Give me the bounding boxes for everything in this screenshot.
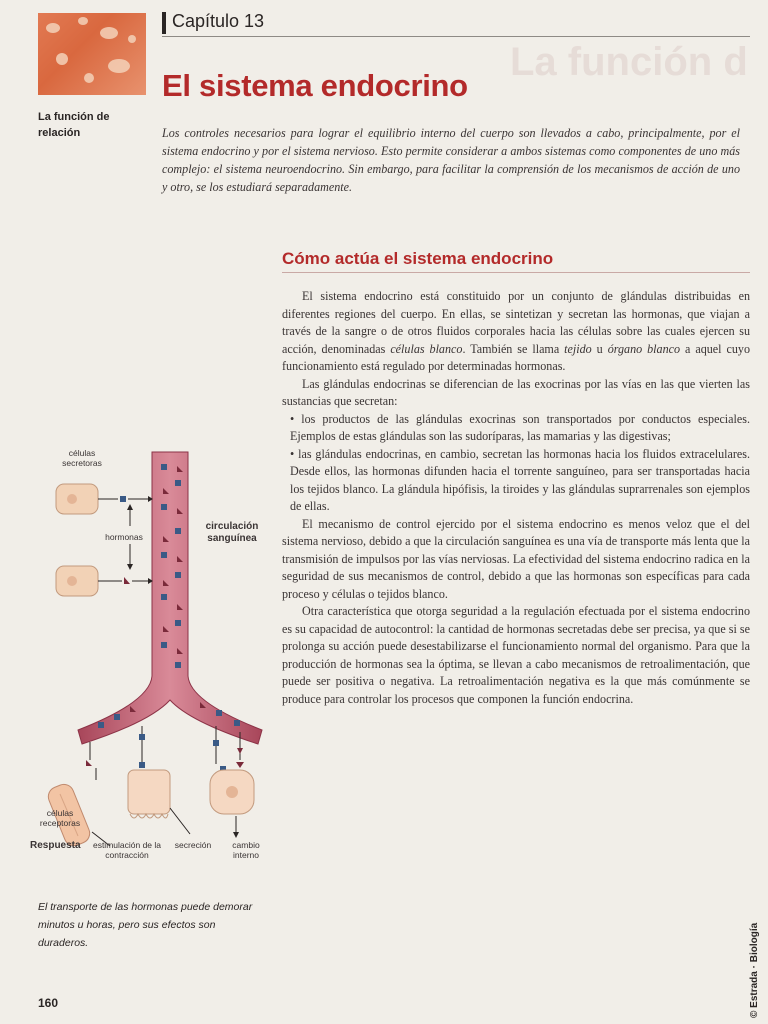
- label-hormones: hormonas: [105, 532, 143, 542]
- label-receptor-cells: células receptoras: [39, 808, 81, 828]
- label-blood-circulation: circulación sanguínea: [205, 521, 259, 544]
- label-response: Respuesta: [30, 840, 81, 851]
- publisher-spine: [740, 840, 768, 1024]
- secretory-cell-1: [56, 484, 98, 514]
- section-divider: [282, 272, 750, 273]
- header-divider: [162, 36, 750, 37]
- figure-caption: El transporte de las hormonas puede demorar minutos u horas, pero sus efectos son duraderos.: [38, 901, 253, 949]
- paragraph-3: El mecanismo de control ejercido por el sistema endocrino es menos veloz que el del sistema nervioso, debido a que la circulación sanguínea es una vía de transporte más lenta que la transmisión de impulsos por las vías nerviosas. La efectividad del sistema endocrino radica en la seguridad de sus mecanismos de control, debido a que las hormonas son específicas para cada proceso y células o tejidos blanco.: [282, 516, 750, 601]
- chapter-marker: [162, 12, 166, 34]
- label-secretion: secreción: [174, 840, 212, 850]
- paragraph-2: Las glándulas endocrinas se diferencian de las exocrinas por las vías en las que vierten las sustancias que secretan:: [282, 376, 750, 408]
- ghost-background-title: La función d: [510, 40, 748, 84]
- side-section-label: La función de relación: [38, 111, 110, 139]
- round-receptor-cell: [210, 770, 254, 814]
- bullet-endocrine: • las glándulas endocrinas, en cambio, secretan las hormonas hacia los fluidos extracelulares. Desde ellos, las hormonas difunden hacia el torrente sanguíneo, para ser transportadas hacia los tejidos blanco. La glándula hipófisis, la tiroides y las glándulas suprarrenales son ejemplos de ellas.: [290, 446, 750, 513]
- label-stimulation: estimulación de la contracción: [92, 840, 162, 860]
- section-body: [282, 288, 750, 708]
- glandular-receptor-cell: [128, 770, 170, 818]
- page-title: El sistema endocrino: [162, 68, 468, 103]
- hormone-transport-diagram: [30, 444, 270, 884]
- paragraph-1: El sistema endocrino está constituido por un conjunto de glándulas distribuidas en diferentes regiones del cuerpo. En ellas, se sintetizan y secretan las hormonas, que viajan a través de la sangre o de otros fluidos corporales hacia las células sobre las cuales ejercen su acción, denominadas células blanco. También se llama tejido u órgano blanco a aquel cuyo funcionamiento está regulado por determinadas hormonas.: [282, 289, 751, 373]
- chapter-thumbnail-image: [38, 13, 146, 95]
- section-title: Cómo actúa el sistema endocrino: [282, 249, 554, 268]
- label-internal-change: cambio interno: [232, 840, 260, 860]
- paragraph-4: Otra característica que otorga seguridad a la regulación efectuada por el sistema endocrino es su capacidad de autocontrol: la cantidad de hormonas secretadas debe ser precisa, ya que si se prolonga su acción puede desestabilizarse el funcionamiento normal del organismo. Para que la producción de hormonas sea la óptima, se llevan a cabo mecanismos de retroalimentación, que puede ser positiva o negativa. La retroalimentación negativa es la que más comúnmente se produce para controlar los procesos que componen la función endocrina.: [282, 604, 750, 706]
- label-secretory-cells: células secretoras: [62, 448, 102, 468]
- intro-paragraph: Los controles necesarios para lograr el equilibrio interno del cuerpo son llevados a cabo, principalmente, por el sistema endocrino y por el sistema nervioso. Esto permite considerar a ambos sistemas como componentes de uno más complejo: el sistema neuroendocrino. Sin embargo, para facilitar la comprensión de los mecanismos de acción de uno y otro, se los estudiará separadamente.: [162, 126, 740, 194]
- secretory-cell-2: [56, 566, 98, 596]
- page-number: 160: [38, 996, 59, 1010]
- chapter-label: Capítulo 13: [172, 11, 265, 31]
- blood-vessel: [78, 452, 262, 744]
- spine-text: © Estrada · Biología: [749, 922, 760, 1018]
- bullet-exocrine: • los productos de las glándulas exocrinas son transportados por conductos especiales. Ejemplos de estas glándulas son las sudoríparas, las mamarias y las digestivas;: [290, 411, 750, 443]
